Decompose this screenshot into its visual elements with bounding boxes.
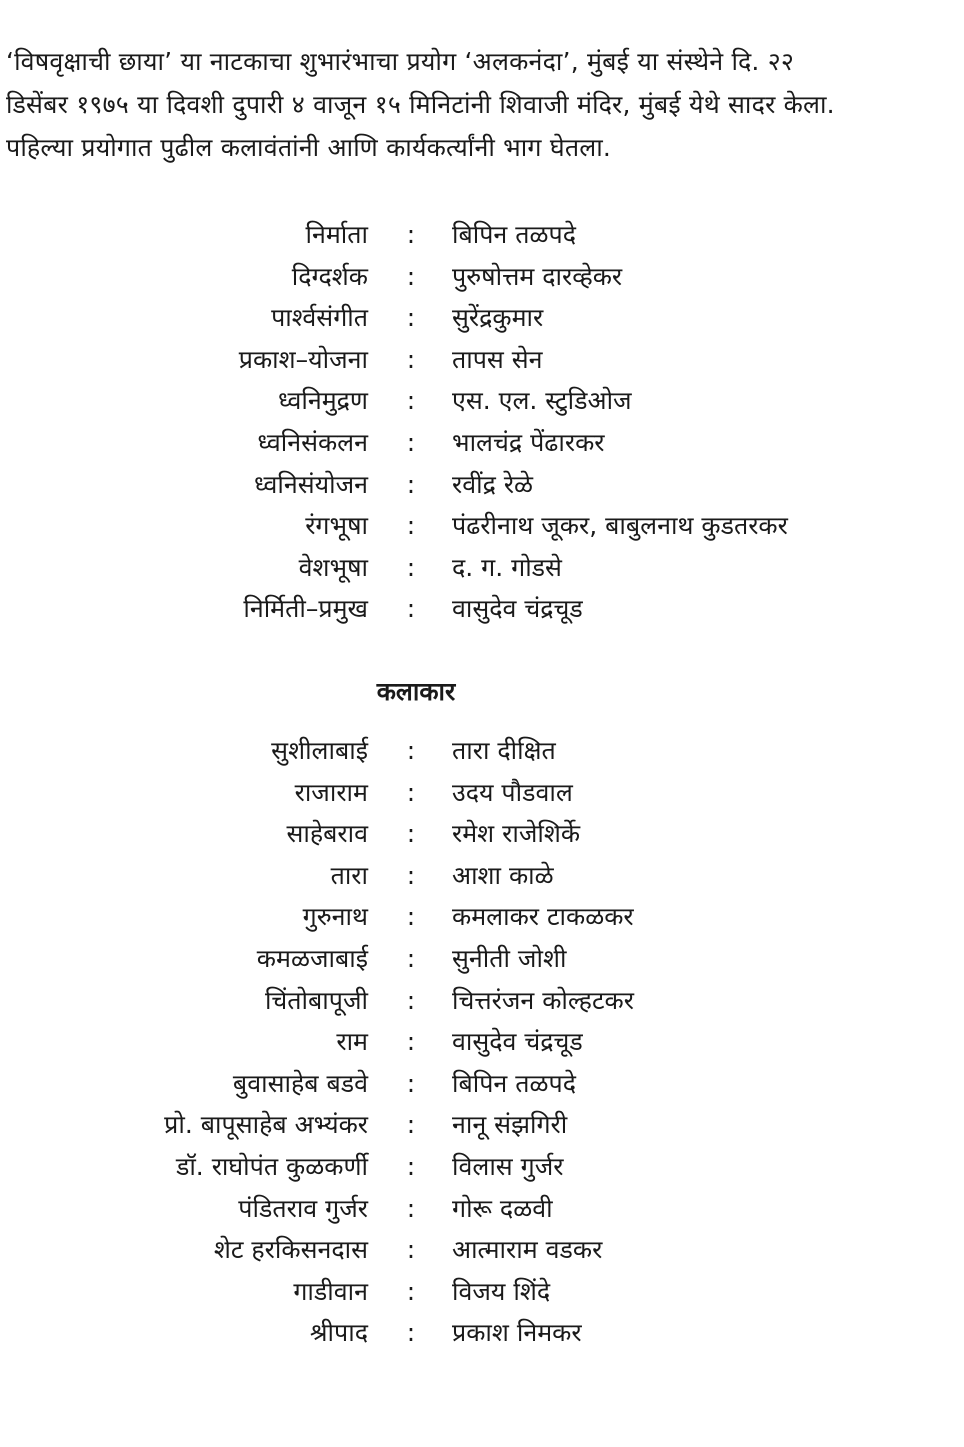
separator-colon: : [406, 1027, 416, 1057]
credit-name: भालचंद्र पेंढारकर [452, 427, 605, 457]
character-name: बुवासाहेब बडवे [232, 1068, 368, 1098]
credit-row [0, 339, 964, 381]
actor-name: प्रकाश निमकर [452, 1318, 582, 1348]
credit-row [0, 505, 964, 547]
cast-heading: कलाकार [376, 677, 456, 706]
character-name: गाडीवान [293, 1276, 368, 1306]
credit-role: प्रकाश–योजना [238, 344, 368, 374]
separator-colon: : [406, 594, 416, 624]
cast-list [0, 730, 964, 1354]
actor-name: रमेश राजेशिर्के [452, 819, 581, 849]
actor-name: गोरू दळवी [452, 1193, 553, 1223]
credit-name: द. ग. गोडसे [452, 552, 562, 582]
separator-colon: : [406, 469, 416, 499]
intro-paragraph: ‘विषवृक्षाची छाया’ या नाटकाचा शुभारंभाचा प्रयोग ‘अलकनंदा’, मुंबई या संस्थेने दि. २२ डिसेंबर १९७५ या दिवशी दुपारी ४ वाजून १५ मिनिटांनी शिवाजी मंदिर, मुंबई येथे सादर केला. पहिल्या प्रयोगात पुढील कलावंतांनी आणि कार्यकर्त्यांनी भाग घेतला. [6, 47, 835, 162]
cast-row [0, 772, 964, 814]
credit-row [0, 214, 964, 256]
character-name: कमळजाबाई [256, 943, 368, 973]
separator-colon: : [406, 220, 416, 249]
separator-colon: : [406, 1235, 416, 1265]
character-name: डॉ. राघोपंत कुळकर्णी [175, 1151, 368, 1181]
credit-row [0, 380, 964, 422]
character-name: तारा [330, 860, 368, 890]
credit-role: निर्मिती–प्रमुख [243, 594, 368, 624]
credit-name: पुरुषोत्तम दारव्हेकर [452, 261, 623, 291]
separator-colon: : [406, 985, 416, 1015]
cast-row [0, 1312, 964, 1354]
credit-row [0, 422, 964, 464]
separator-colon: : [406, 511, 416, 541]
separator-colon: : [406, 1110, 416, 1140]
credit-name: पंढरीनाथ जूकर, बाबुलनाथ कुडतरकर [452, 511, 788, 541]
actor-name: उदय पौडवाल [452, 777, 573, 807]
cast-row [0, 813, 964, 855]
character-name: प्रो. बापूसाहेब अभ्यंकर [164, 1110, 368, 1140]
separator-colon: : [406, 552, 416, 582]
cast-row [0, 1271, 964, 1313]
separator-colon: : [406, 303, 416, 333]
credit-role: पार्श्वसंगीत [271, 303, 368, 333]
actor-name: नानू संझगिरी [452, 1110, 568, 1140]
cast-row [0, 980, 964, 1022]
character-name: राम [336, 1027, 368, 1057]
cast-row [0, 1188, 964, 1230]
character-name: पंडितराव गुर्जर [238, 1193, 368, 1223]
separator-colon: : [406, 386, 416, 416]
separator-colon: : [406, 1068, 416, 1098]
credit-name: बिपिन तळपदे [452, 220, 576, 249]
separator-colon: : [406, 943, 416, 973]
credit-name: रवींद्र रेळे [452, 469, 534, 499]
credit-role: दिग्दर्शक [291, 261, 368, 291]
character-name: श्रीपाद [309, 1318, 368, 1348]
actor-name: तारा दीक्षित [452, 736, 556, 765]
credit-role: वेशभूषा [298, 552, 368, 582]
credit-role: ध्वनिसंयोजन [254, 469, 368, 499]
separator-colon: : [406, 736, 416, 765]
cast-row [0, 1104, 964, 1146]
character-name: शेट हरकिसनदास [213, 1235, 368, 1265]
separator-colon: : [406, 1318, 416, 1348]
crew-credits-list [0, 214, 964, 630]
credit-name: सुरेंद्रकुमार [452, 303, 544, 333]
separator-colon: : [406, 819, 416, 849]
actor-name: विजय शिंदे [452, 1276, 551, 1306]
credit-name: वासुदेव चंद्रचूड [452, 594, 583, 624]
credit-row [0, 256, 964, 298]
actor-name: सुनीती जोशी [452, 943, 567, 973]
character-name: गुरुनाथ [302, 902, 368, 932]
character-name: साहेबराव [286, 819, 368, 849]
separator-colon: : [406, 777, 416, 807]
actor-name: चित्तरंजन कोल्हटकर [452, 985, 634, 1015]
actor-name: बिपिन तळपदे [452, 1068, 576, 1098]
character-name: सुशीलाबाई [271, 736, 368, 765]
credit-row [0, 588, 964, 630]
credit-role: निर्माता [305, 220, 368, 249]
actor-name: आत्माराम वडकर [452, 1235, 603, 1265]
separator-colon: : [406, 1276, 416, 1306]
credit-row [0, 297, 964, 339]
cast-row [0, 938, 964, 980]
credit-name: तापस सेन [452, 344, 543, 374]
credit-row [0, 547, 964, 589]
separator-colon: : [406, 261, 416, 291]
actor-name: आशा काळे [452, 860, 554, 890]
separator-colon: : [406, 427, 416, 457]
credit-role: ध्वनिसंकलन [257, 427, 368, 457]
credit-row [0, 464, 964, 506]
credit-role: ध्वनिमुद्रण [278, 386, 368, 416]
cast-row [0, 730, 964, 772]
separator-colon: : [406, 902, 416, 932]
separator-colon: : [406, 1193, 416, 1223]
character-name: चिंतोबापूजी [264, 985, 368, 1015]
cast-row [0, 1229, 964, 1271]
cast-row [0, 1021, 964, 1063]
cast-row [0, 855, 964, 897]
actor-name: विलास गुर्जर [452, 1151, 564, 1181]
credit-role: रंगभूषा [305, 511, 368, 541]
separator-colon: : [406, 860, 416, 890]
character-name: राजाराम [294, 777, 368, 807]
actor-name: वासुदेव चंद्रचूड [452, 1027, 583, 1057]
cast-row [0, 1063, 964, 1105]
actor-name: कमलाकर टाकळकर [452, 902, 634, 932]
credit-name: एस. एल. स्टुडिओज [452, 386, 632, 416]
separator-colon: : [406, 344, 416, 374]
separator-colon: : [406, 1151, 416, 1181]
cast-row [0, 896, 964, 938]
cast-row [0, 1146, 964, 1188]
